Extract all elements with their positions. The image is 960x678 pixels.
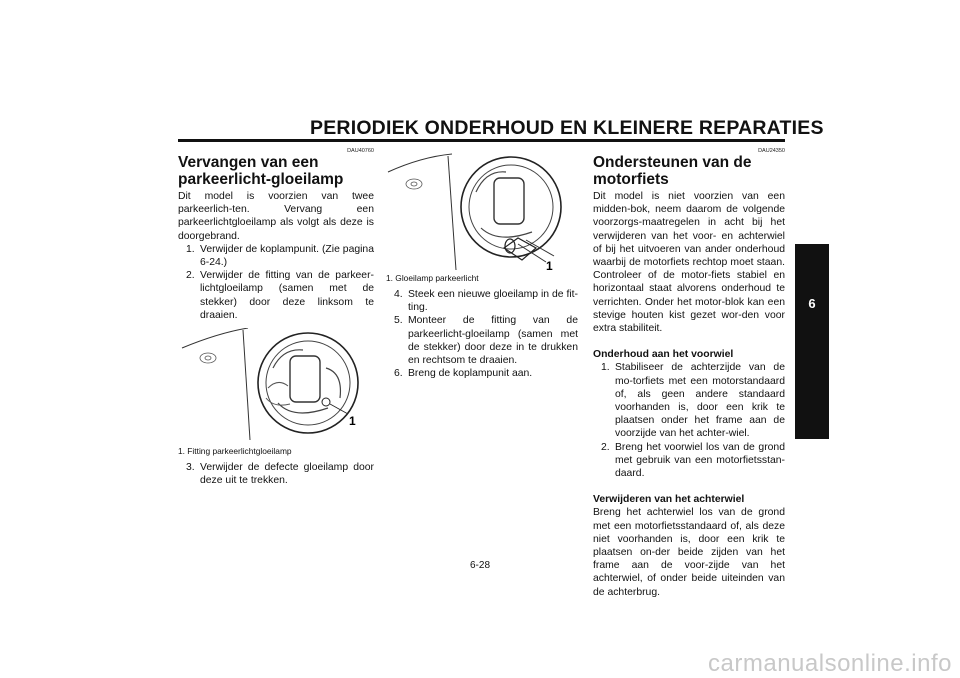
step-list <box>593 361 785 480</box>
left-column <box>178 148 374 487</box>
figure-callout: 1 <box>349 414 356 429</box>
section-heading: Vervangen van een parkeerlicht-gloeilamp <box>178 154 344 188</box>
page-title: PERIODIEK ONDERHOUD EN KLEINERE REPARATIES <box>310 117 824 139</box>
list-item: 4. Steek een nieuwe gloeilamp in de fit-ting. <box>394 289 578 314</box>
watermark: carmanualsonline.info <box>708 650 952 677</box>
intro-text: Dit model is niet voorzien van een midden-bok, neem daarom de volgende voorzorgs-maatregelen in acht bij het verwijderen van het voor- en achterwiel of bij het uitvoeren van ander onderhoud waarbij de motorfiets rechtop moet staan. Controleer of de motor-fiets stabiel en horizontaal staat alvorens onderhoud te verrichten. Onder het motor-blok kan een stevige houten kist gezet wor-den voor extra stabiliteit. <box>593 191 785 335</box>
chapter-tab <box>795 244 829 439</box>
section-code: DAU24350 <box>758 148 785 154</box>
figure-caption: 1. Gloeilamp parkeerlicht <box>386 273 479 283</box>
header-rule <box>178 139 785 142</box>
step-list <box>178 461 374 487</box>
step-list <box>386 288 578 380</box>
list-item: 2. Verwijder de fitting van de parkeer-lichtgloeilamp (samen met de stekker) door deze linksom te draaien. <box>186 270 374 321</box>
section-code: DAU40760 <box>347 148 374 154</box>
parking-light-socket-figure <box>178 328 374 443</box>
intro-text: Dit model is voorzien van twee parkeerlich-ten. Vervang een parkeerlichtgloeilamp als volgt als deze is doorgebrand. <box>178 191 374 242</box>
list-item: 1. Stabiliseer de achterzijde van de mo-torfiets met een motorstandaard of, als geen andere standaard voorhanden is, door een krik te plaatsen onder het frame aan de voorzijde van het achter-wiel. <box>601 362 785 440</box>
section-heading: Ondersteunen van de motorfiets <box>593 154 752 188</box>
list-item: 3. Verwijder de defecte gloeilamp door deze uit te trekken. <box>186 462 374 487</box>
page-number: 6-28 <box>469 560 490 571</box>
list-item: 6. Breng de koplampunit aan. <box>394 368 533 380</box>
rear-wheel-text: Breng het achterwiel los van de grond met een motorfietsstandaard of, als deze niet voorhanden is, door een krik te plaatsen on-der beide zijden van het frame aan de voor-zijde van het achterwiel, of onder beide uiteinden van de achterbrug. <box>593 507 785 598</box>
list-item: 1. Verwijder de koplampunit. (Zie pagina 6-24.) <box>186 243 374 269</box>
subheading-front-wheel: Onderhoud aan het voorwiel <box>593 349 734 361</box>
subheading-rear-wheel: Verwijderen van het achterwiel <box>593 494 745 506</box>
step-list <box>178 243 374 322</box>
parking-light-bulb-figure <box>386 152 578 270</box>
figure-caption: 1. Fitting parkeerlichtgloeilamp <box>178 446 292 457</box>
list-item: 2. Breng het voorwiel los van de grond met gebruik van een motorfietsstan-daard. <box>601 441 785 480</box>
right-column <box>593 148 785 599</box>
chapter-number: 6 <box>808 296 816 311</box>
list-item: 5. Monteer de fitting van de parkeerlicht-gloeilamp (samen met de stekker) door deze in te drukken en rechtsom te draaien. <box>394 315 578 367</box>
middle-column <box>386 152 578 380</box>
figure-callout: 1 <box>546 259 553 270</box>
